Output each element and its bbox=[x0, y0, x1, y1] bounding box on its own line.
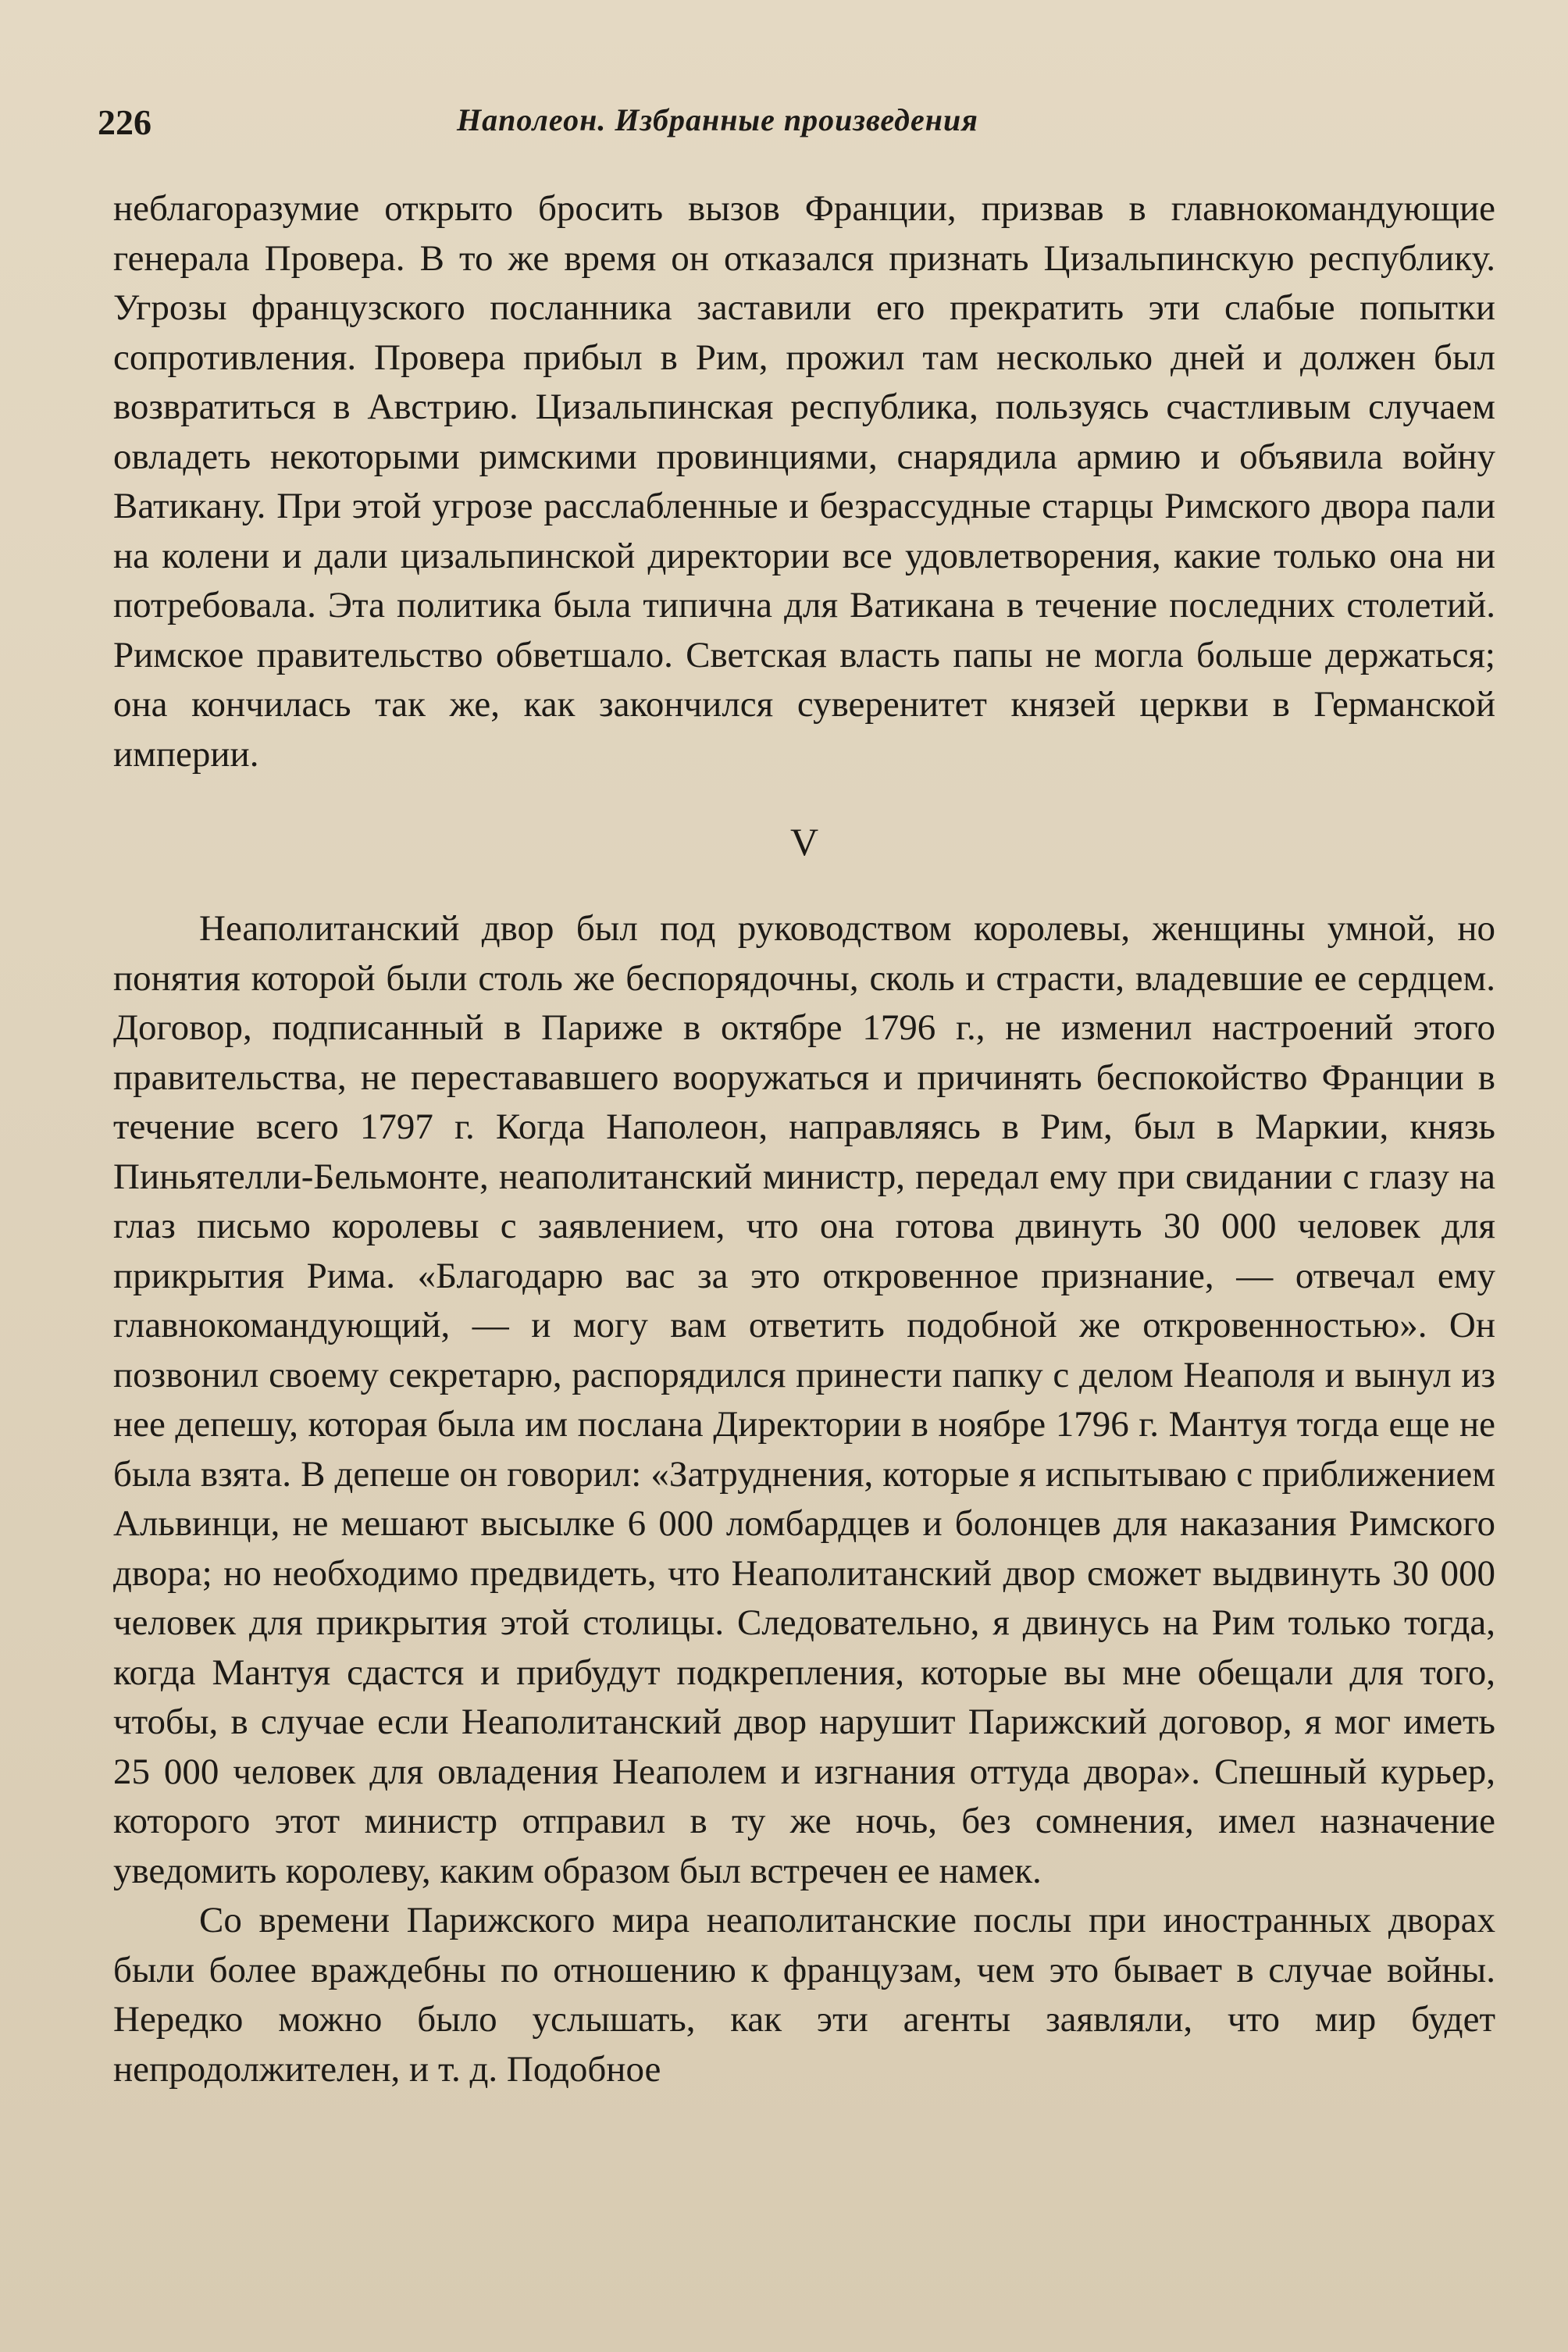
paragraph: Неаполитанский двор был под руководством королевы, женщины умной, но понятия которой были столь же беспорядочны, сколь и страсти, владевшие ее сердцем. Договор, подписанный в Париже в октябре 1796 г., не изменил настроений этого правительства, не перестававшего вооружаться и причинять беспокойство Франции в течение всего 1797 г. Когда Наполеон, направляясь в Рим, был в Маркии, князь Пиньятелли-Бельмонте, неаполитанский министр, передал ему при свидании с глазу на глаз письмо королевы с заявлением, что она готова двинуть 30 000 человек для прикрытия Рима. «Благодарю вас за это откровенное признание, — отвечал ему главнокомандующий, — и могу вам ответить подобной же откровенностью». Он позвонил своему секретарю, распорядился принести папку с делом Неаполя и вынул из нее депешу, которая была им послана Директории в ноябре 1796 г. Мантуя тогда еще не была взята. В депеше он говорил: «Затруднения, которые я испытываю с приближением Альвинци, не мешают высылке 6 000 ломбардцев и болонцев для наказания Римского двора; но необходимо предвидеть, что Неаполитанский двор сможет выдвинуть 30 000 человек для прикрытия этой столицы. Следовательно, я двинусь на Рим только тогда, когда Мантуя сдастся и прибудут подкрепления, которые вы мне обещали для того, чтобы, в случае если Неаполитанский двор нарушит Парижский договор, я мог иметь 25 000 человек для овладения Неаполем и изгнания оттуда двора». Спешный курьер, которого этот министр отправил в ту же ночь, без сомнения, имел назначение уведомить королеву, каким образом был встречен ее намек. bbox=[113, 908, 1495, 1891]
section-heading: V bbox=[789, 820, 819, 864]
paragraph: Со времени Парижского мира неаполитанские послы при иностранных дворах были более враждебны по отношению к французам, чем это бывает в случае войны. Нередко можно было услышать, как эти агенты заявляли, что мир будет непродолжителен, и т. д. Подобное bbox=[113, 1900, 1495, 2090]
paragraph: неблагоразумие открыто бросить вызов Франции, призвав в главнокомандующие генерала Провера. В то же время он отказался признать Цизальпинскую республику. Угрозы французского посланника заставили его прекратить эти слабые попытки сопротивления. Провера прибыл в Рим, прожил там несколько дней и должен был возвратиться в Австрию. Цизальпинская республика, пользуясь счастливым случаем овладеть некоторыми римскими провинциями, снарядила армию и объявила войну Ватикану. При этой угрозе расслабленные и безрассудные старцы Римского двора пали на колени и дали цизальпинской директории все удовлетворения, какие только она ни потребовала. Эта политика была типична для Ватикана в течение последних столетий. Римское правительство обветшало. Светская власть папы не могла больше держаться; она кончилась так же, как закончился суверенитет князей церкви в Германской империи. bbox=[113, 188, 1495, 775]
page-header bbox=[98, 102, 1488, 156]
running-title: Наполеон. Избранные произведения bbox=[457, 102, 978, 137]
page-body bbox=[113, 184, 1495, 2094]
page-number: 226 bbox=[98, 102, 151, 142]
